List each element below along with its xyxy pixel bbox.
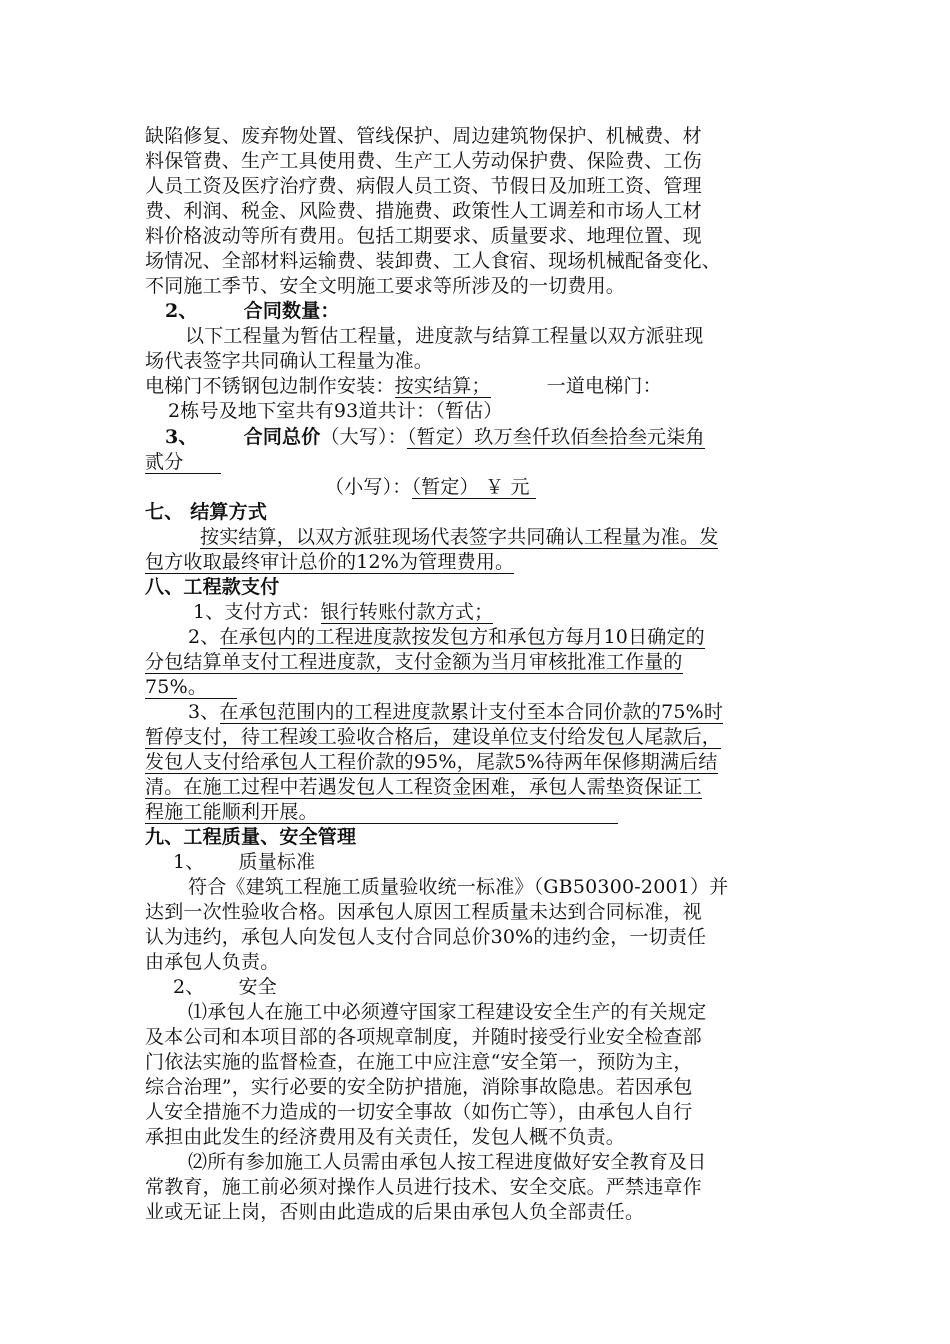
item-title: 合同数量：	[243, 300, 340, 322]
quantity-count-line: 2栋号及地下室共有93道共计：（暂估）	[168, 400, 503, 422]
paragraph-line: 人安全措施不力造成的一切安全事故（如伤亡等），由承包人自行	[145, 1101, 693, 1123]
paragraph-line: 不同施工季节、安全文明施工要求等所涉及的一切费用。	[145, 275, 626, 297]
sub-heading: 1、 质量标准	[173, 851, 316, 873]
paragraph-line: 料价格波动等所有费用。包括工期要求、质量要求、地理位置、现	[145, 225, 702, 247]
lower-value: （暂定） ￥ 元	[412, 476, 536, 499]
paragraph-line: 场情况、全部材料运输费、装卸费、工人食宿、现场机械配备变化、	[145, 250, 722, 272]
upper-value-cont: 贰分	[145, 451, 221, 474]
paragraph-line: ⑴承包人在施工中必须遵守国家工程建设安全生产的有关规定	[188, 1001, 707, 1023]
paragraph-line: 由承包人负责。	[145, 951, 280, 973]
contract-total-lower	[325, 475, 536, 499]
paragraph-line: 符合《建筑工程施工质量验收统一标准》（GB50300-2001）并	[188, 876, 729, 898]
paragraph-line: 清。在施工过程中若遇发包人工程资金困难，承包人需垫资保证工	[145, 776, 702, 798]
paragraph-line: 程施工能顺利开展。	[145, 800, 618, 824]
paragraph-line: 发包人支付给承包人工程价款的95%，尾款5%待两年保修期满后结	[145, 751, 718, 773]
upper-label: （大写）：	[320, 426, 407, 448]
item-value: 按实结算；	[394, 375, 491, 397]
paragraph-line: 达到一次性验收合格。因承包人原因工程质量未达到合同标准，视	[145, 901, 702, 923]
paragraph-line: 费、利润、税金、风险费、措施费、政策性人工调差和市场人工材	[145, 200, 702, 222]
item-label: 1、支付方式：	[193, 601, 321, 623]
paragraph-line: 75%。	[145, 675, 237, 699]
paragraph-line: 缺陷修复、废弃物处置、管线保护、周边建筑物保护、机械费、材	[145, 125, 702, 147]
lower-label: （小写）：	[325, 476, 412, 498]
quantity-item-line	[145, 374, 662, 398]
paragraph-line: 门依法实施的监督检查，在施工中应注意“安全第一，预防为主，	[145, 1051, 693, 1073]
upper-value: （暂定）玖万叁仟玖佰叁拾叁元柒角	[406, 426, 705, 448]
item-title: 合同总价	[243, 426, 321, 448]
item-label: 电梯门不锈钢包边制作安装：	[145, 375, 395, 397]
paragraph-line: 包方收取最终审计总价的12%为管理费用。	[145, 551, 515, 573]
payment-method-line	[193, 600, 493, 624]
paragraph-line: 业或无证上岗，否则由此造成的后果由承包人负全部责任。	[145, 1201, 645, 1223]
paragraph-line: 及本公司和本项目部的各项规章制度，并随时接受行业安全检查部	[145, 1026, 702, 1048]
paragraph-line: 综合治理”，实行必要的安全防护措施，消除事故隐患。若因承包	[145, 1076, 693, 1098]
item-unit: 一道电梯门：	[546, 375, 662, 397]
section-heading: 八、工程款支付	[145, 576, 280, 598]
contract-quantity-heading	[165, 299, 340, 323]
contract-total-line	[165, 425, 705, 449]
item-value: 银行转账付款方式；	[320, 601, 494, 623]
section-heading: 九、工程质量、安全管理	[145, 826, 357, 848]
paragraph-line: 料保管费、生产工具使用费、生产工人劳动保护费、保险费、工伤	[145, 150, 702, 172]
paragraph-line: 分包结算单支付工程进度款，支付金额为当月审核批准工作量的	[145, 651, 683, 673]
paragraph-line: 承担由此发生的经济费用及有关责任，发包人概不负责。	[145, 1126, 626, 1148]
sub-heading: 2、 安全	[173, 976, 277, 998]
paragraph-line: 暂停支付，待工程竣工验收合格后，建设单位支付给发包人尾款后，	[145, 726, 722, 748]
paragraph-line: 认为违约，承包人向发包人支付合同总价30%的违约金，一切责任	[145, 926, 707, 948]
paragraph-line: ⑵所有参加施工人员需由承包人按工程进度做好安全教育及日	[188, 1151, 707, 1173]
paragraph-line: 按实结算，以双方派驻现场代表签字共同确认工程量为准。发	[200, 526, 719, 548]
paragraph-line: 场代表签字共同确认工程量为准。	[145, 350, 434, 372]
paragraph-line: 人员工资及医疗治疗费、病假人员工资、节假日及加班工资、管理	[145, 175, 702, 197]
paragraph-line: 2、在承包内的工程进度款按发包方和承包方每月10日确定的	[188, 626, 705, 648]
paragraph-line: 常教育，施工前必须对操作人员进行技术、安全交底。严禁违章作	[145, 1176, 702, 1198]
contract-total-cont	[145, 450, 221, 474]
item-number: 2、	[165, 300, 198, 322]
paragraph-line: 以下工程量为暂估工程量，进度款与结算工程量以双方派驻现	[185, 325, 704, 347]
item-number: 3、	[165, 426, 198, 448]
section-heading: 七、 结算方式	[145, 501, 268, 523]
paragraph-line: 3、在承包范围内的工程进度款累计支付至本合同价款的75%时	[188, 701, 724, 723]
